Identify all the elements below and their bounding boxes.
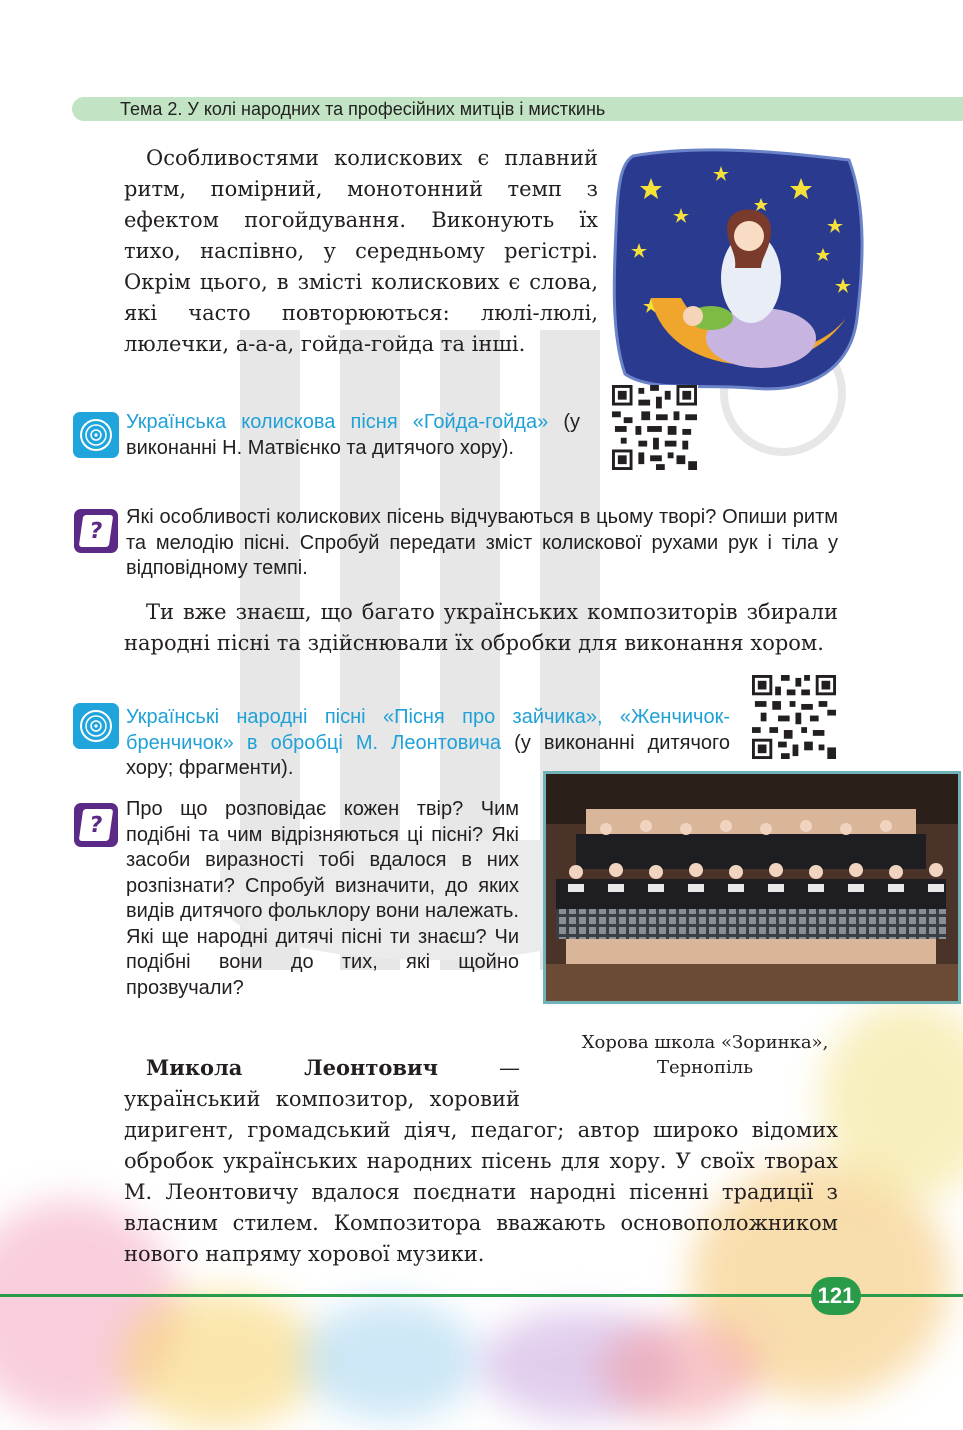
qr-code-icon[interactable] xyxy=(611,385,698,470)
question-icon: ? xyxy=(74,509,118,553)
audio-disc-icon[interactable] xyxy=(73,703,119,749)
question-1: Які особливості колискових пісень відчуваються в цьому творі? Опиши ритм та мелодію пісні. Спробуй передати зміст колискової рухами рук і тіла у відповідному темпі. xyxy=(126,506,838,579)
paragraph-composers: Ти вже знаєш, що багато українських композиторів збирали народні пісні та здійснювали їх обробки для виконання хором. xyxy=(124,600,838,655)
topic-title: Тема 2. У колі народних та професійних митців і мисткинь xyxy=(120,99,606,119)
composer-name: Микола Леонтович xyxy=(146,1055,438,1080)
qr-code-icon[interactable] xyxy=(751,675,837,759)
biography-paragraph xyxy=(124,1052,838,1270)
listen-assignment-1 xyxy=(126,410,580,461)
song-title-link[interactable]: Українські народні пісні «Пісня про зайчика», «Женчичок-бренчичок» в обробці М. Леонтовича xyxy=(126,706,730,754)
question-2: Про що розповідає кожен твір? Чим подібні та чим відрізняються ці пісні? Які засоби виразності тобі вдалося в них розпізнати? Спробуй визначити, до яких видів дитячого фольклору вони належать. Які ще народні дитячі пісні ти знаєш? Чи подібні вони до тих, які щойно прозвучали? xyxy=(126,798,519,999)
performance-details: (у виконанні дитячого хору; фрагменти). xyxy=(126,731,730,779)
choir-photo xyxy=(543,771,961,1004)
performance-details: (у виконанні Н. Матвієнко та дитячого хору). xyxy=(126,411,581,459)
song-title-link[interactable]: Українська колискова пісня «Гойда-гойда» xyxy=(126,411,549,433)
biography-text: — український композитор, хоровий диригент, громадський діяч, педагог; автор широко відомих обробок українських народних пісень для хору. У своїх творах М. Леонтовичу вдалося поєднати народні пісенні традиції з власним стилем. Композитора вважають основоположником нового напряму хорової музики. xyxy=(124,1056,838,1266)
lullaby-illustration xyxy=(611,148,865,395)
page-number: 121 xyxy=(811,1277,861,1315)
audio-disc-icon[interactable] xyxy=(73,412,119,458)
caption-line-2: Тернопіль xyxy=(656,1057,753,1078)
question-icon: ? xyxy=(74,803,118,847)
caption-line-1: Хорова школа «Зоринка», xyxy=(581,1032,829,1053)
paragraph-lullaby-features: Особливостями колискових є плавний ритм, помірний, монотонний темп з ефектом погойдування. Виконують їх тихо, наспівно, у середньому регістрі. Окрім цього, в змісті колискових є слова, які часто повторюються: люлі-люлі, люлечки, а-а-а, гойда-гойда та інші. xyxy=(124,146,598,356)
